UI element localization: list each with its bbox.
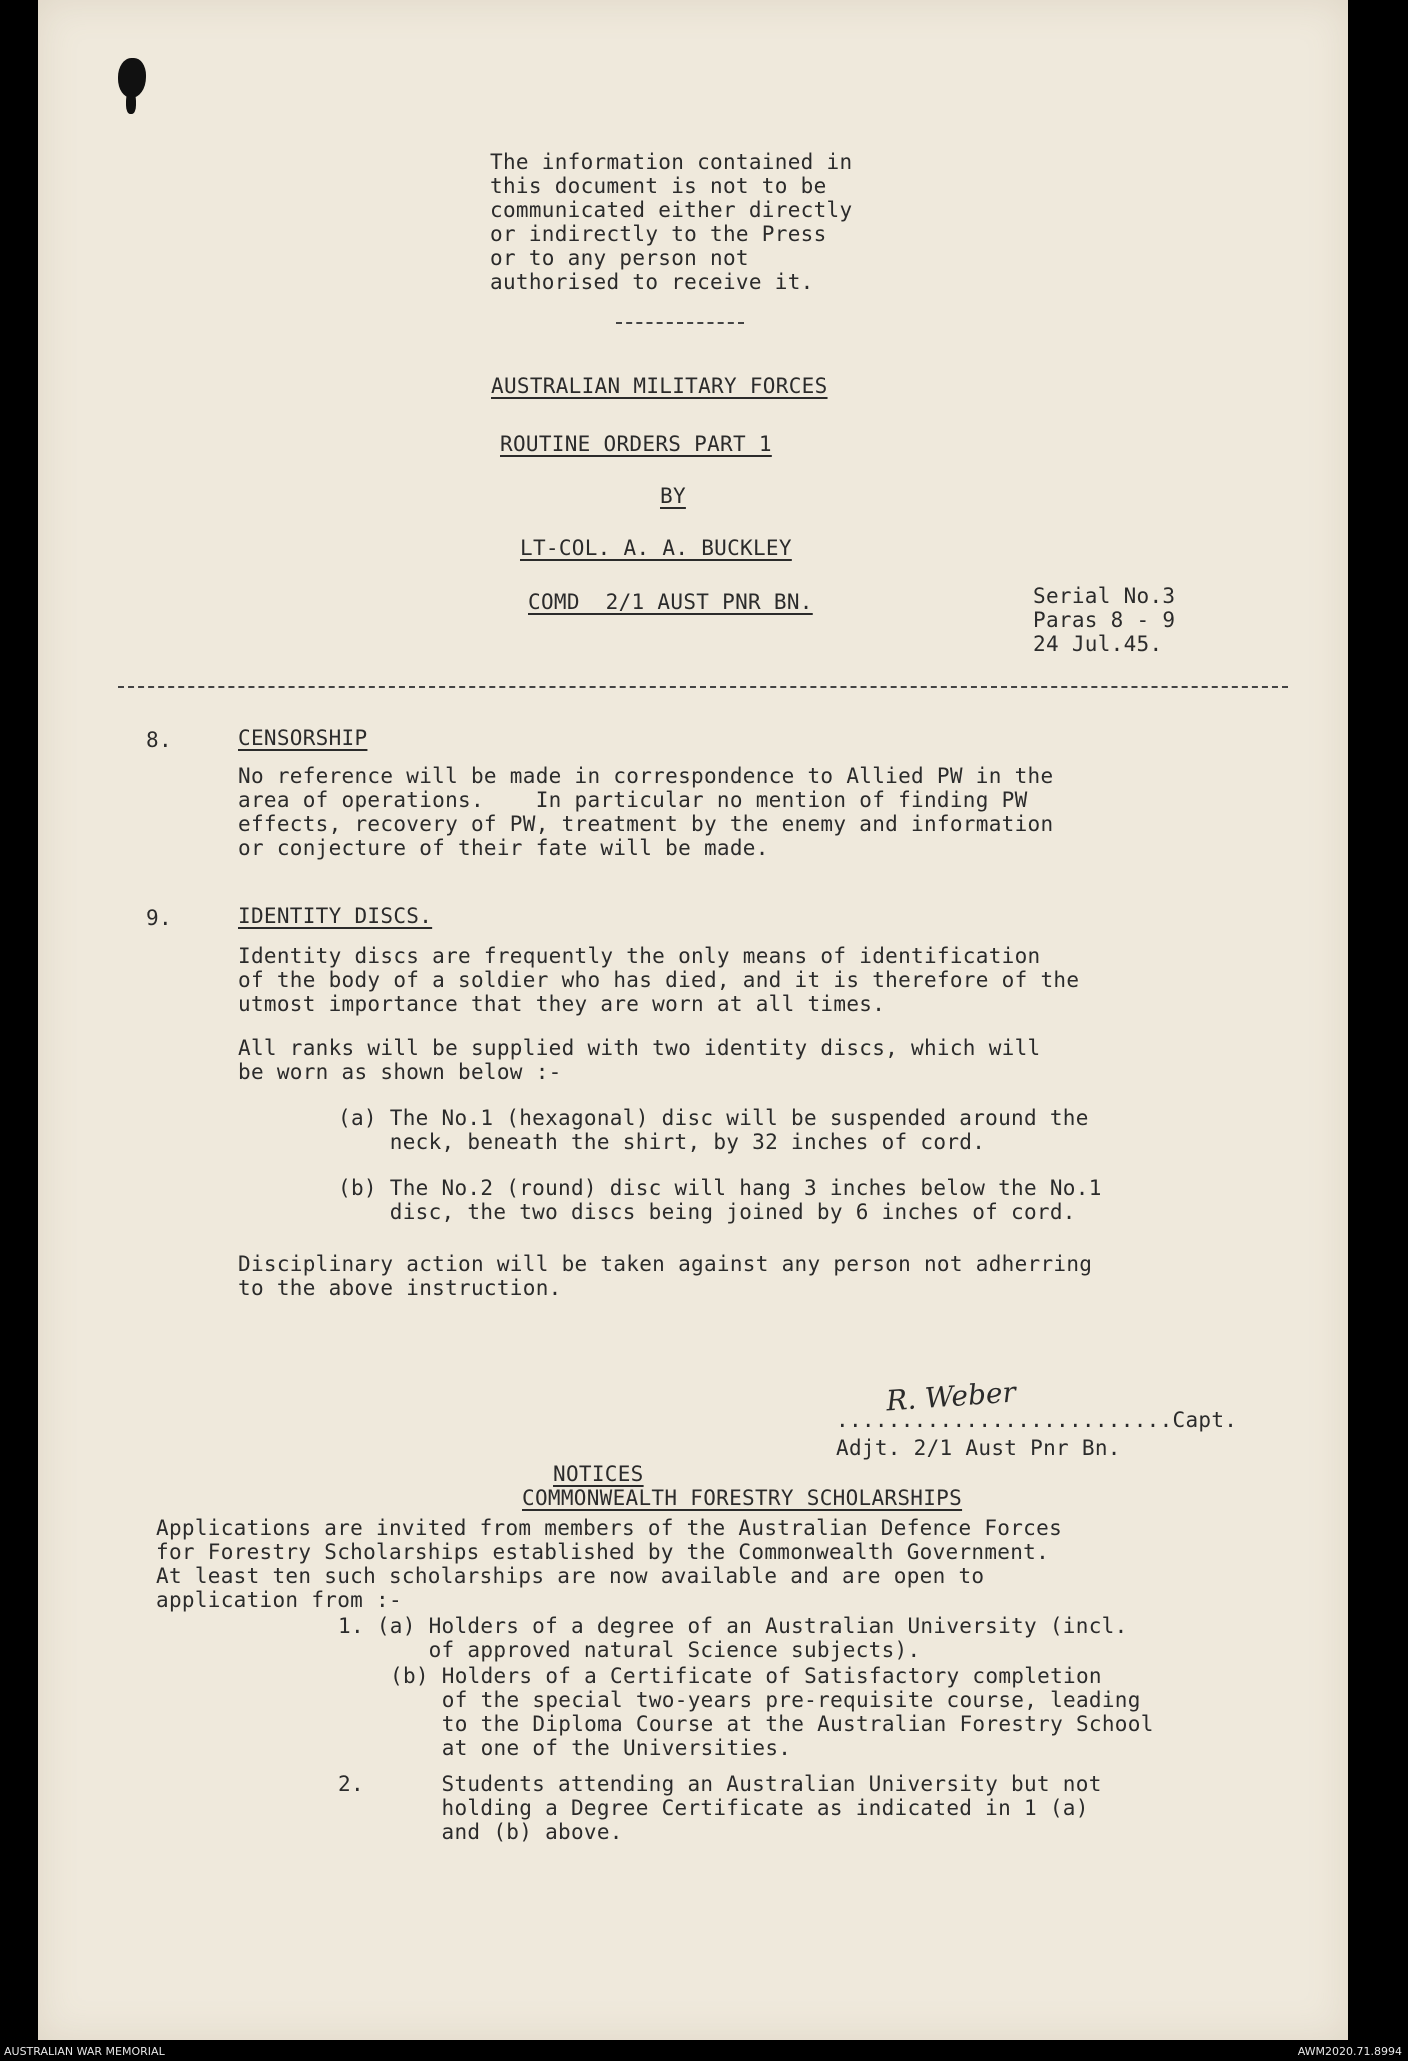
notice-item: 1. (a) Holders of a degree of an Australian University (incl. — [338, 1614, 1128, 1638]
caveat-line: or to any person not — [490, 246, 749, 270]
para-text: effects, recovery of PW, treatment by the enemy and information — [238, 812, 1054, 836]
para-text: of the body of a soldier who has died, and it is therefore of the — [238, 968, 1080, 992]
notice-item: and (b) above. — [338, 1820, 623, 1844]
section-divider — [118, 686, 1288, 688]
para-number: 9. — [146, 906, 172, 930]
subitem-b: (b) The No.2 (round) disc will hang 3 inches below the No.1 — [338, 1176, 1102, 1200]
para-text: Disciplinary action will be taken against any person not adherring — [238, 1252, 1093, 1276]
notice-item: of the special two-years pre-requisite course, leading — [390, 1688, 1141, 1712]
notice-item: to the Diploma Course at the Australian Forestry School — [390, 1712, 1154, 1736]
handwritten-signature: R. Weber — [885, 1375, 1017, 1418]
para-text: be worn as shown below :- — [238, 1060, 562, 1084]
para-number: 8. — [146, 728, 172, 752]
para-text: area of operations. In particular no mention of finding PW — [238, 788, 1028, 812]
notice-text: for Forestry Scholarships established by the Commonwealth Government. — [156, 1540, 1050, 1564]
notices-subtitle: COMMONWEALTH FORESTRY SCHOLARSHIPS — [522, 1486, 963, 1510]
caveat-divider — [616, 322, 744, 324]
para-text: Identity discs are frequently the only means of identification — [238, 944, 1041, 968]
force-title: AUSTRALIAN MILITARY FORCES — [491, 374, 828, 398]
para-text: All ranks will be supplied with two identity discs, which will — [238, 1036, 1041, 1060]
caveat-line: this document is not to be — [490, 174, 827, 198]
para-text: utmost importance that they are worn at all times. — [238, 992, 886, 1016]
notice-text: application from :- — [156, 1588, 402, 1612]
caveat-line: authorised to receive it. — [490, 270, 814, 294]
subitem-a: neck, beneath the shirt, by 32 inches of cord. — [338, 1130, 986, 1154]
notice-item: of approved natural Science subjects). — [338, 1638, 921, 1662]
signature-line: ..........................Capt. — [836, 1408, 1238, 1432]
notice-item: at one of the Universities. — [390, 1736, 792, 1760]
subitem-b: disc, the two discs being joined by 6 inches of cord. — [338, 1200, 1076, 1224]
serial-number: Serial No.3 — [1033, 584, 1176, 608]
unit-name: COMD 2/1 AUST PNR BN. — [528, 590, 813, 614]
notice-item: holding a Degree Certificate as indicated in 1 (a) — [338, 1796, 1089, 1820]
caveat-line: The information contained in — [490, 150, 853, 174]
para-text: No reference will be made in correspondence to Allied PW in the — [238, 764, 1054, 788]
notice-item: 2. Students attending an Australian University but not — [338, 1772, 1102, 1796]
by-label: BY — [660, 484, 686, 508]
footer-accession-number: AWM2020.71.8994 — [1297, 2045, 1402, 2058]
subitem-a: (a) The No.1 (hexagonal) disc will be suspended around the — [338, 1106, 1089, 1130]
para-text: or conjecture of their fate will be made. — [238, 836, 769, 860]
footer-institution: AUSTRALIAN WAR MEMORIAL — [4, 2045, 165, 2058]
commander-name: LT-COL. A. A. BUCKLEY — [520, 536, 792, 560]
signature-title: Adjt. 2/1 Aust Pnr Bn. — [836, 1436, 1121, 1460]
notices-title: NOTICES — [553, 1462, 644, 1486]
para-text: to the above instruction. — [238, 1276, 562, 1300]
archive-footer — [0, 2043, 1408, 2061]
caveat-line: or indirectly to the Press — [490, 222, 827, 246]
para-title-censorship: CENSORSHIP — [238, 726, 368, 750]
notice-text: At least ten such scholarships are now available and are open to — [156, 1564, 985, 1588]
notice-text: Applications are invited from members of the Australian Defence Forces — [156, 1516, 1063, 1540]
serial-date: 24 Jul.45. — [1033, 632, 1163, 656]
caveat-line: communicated either directly — [490, 198, 853, 222]
serial-paras: Paras 8 - 9 — [1033, 608, 1176, 632]
document-page — [38, 0, 1348, 2040]
notice-item: (b) Holders of a Certificate of Satisfactory completion — [390, 1664, 1102, 1688]
orders-title: ROUTINE ORDERS PART 1 — [500, 432, 772, 456]
para-title-identity-discs: IDENTITY DISCS. — [238, 904, 433, 928]
ink-blot-drip — [126, 92, 136, 114]
